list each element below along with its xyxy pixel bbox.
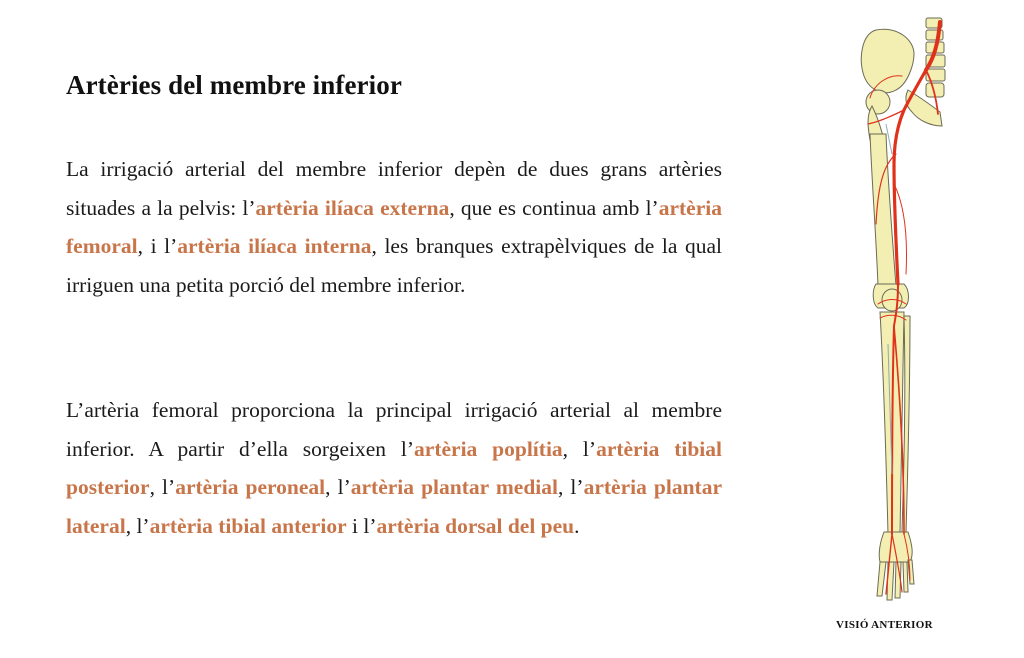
paragraph-text: , que es continua amb l’ — [449, 195, 659, 220]
leg-arteries-anterior-illustration-icon — [848, 14, 958, 606]
paragraph-text: . — [574, 513, 580, 538]
highlighted-artery-term: artèria tibial anterior — [149, 513, 347, 538]
paragraph-text: L’artèria femoral proporciona la principal irrigació arterial al membre inferior. A partir d’ella sorgeixen l’ — [66, 398, 722, 461]
highlighted-artery-term: artèria poplítia — [414, 436, 563, 461]
femoral-paragraph — [66, 391, 722, 545]
highlighted-artery-term: artèria ilíaca interna — [177, 234, 372, 258]
highlighted-artery-term: artèria dorsal del peu — [376, 513, 575, 538]
highlighted-artery-term: artèria plantar medial — [350, 475, 558, 499]
paragraph-text: , l’ — [149, 475, 176, 499]
intro-paragraph — [66, 150, 722, 304]
highlighted-artery-term: artèria tibial posterior — [66, 436, 722, 499]
highlighted-artery-term: artèria ilíaca externa — [255, 195, 450, 220]
highlighted-artery-term: artèria femoral — [66, 195, 722, 258]
highlighted-artery-term: artèria peroneal — [175, 475, 326, 499]
page-title: Artèries del membre inferior — [66, 70, 402, 100]
leg-arteries-illustration — [848, 14, 958, 606]
figure-caption: VISIÓ ANTERIOR — [836, 619, 933, 631]
paragraph-text: , les branques extrapèlviques de la qual irriguen una petita porció del membre inferior. — [66, 234, 722, 297]
paragraph-text: i l’ — [346, 513, 377, 538]
paragraph-text: , l’ — [125, 513, 150, 538]
paragraph-text: La irrigació arterial del membre inferior depèn de dues grans artèries situades a la pelvis: l’ — [66, 157, 722, 220]
highlighted-artery-term: artèria plantar lateral — [66, 475, 723, 538]
paragraph-text: , l’ — [557, 475, 584, 499]
paragraph-text: , l’ — [562, 436, 597, 461]
paragraph-text: , l’ — [325, 475, 351, 499]
paragraph-text: , i l’ — [137, 234, 178, 258]
